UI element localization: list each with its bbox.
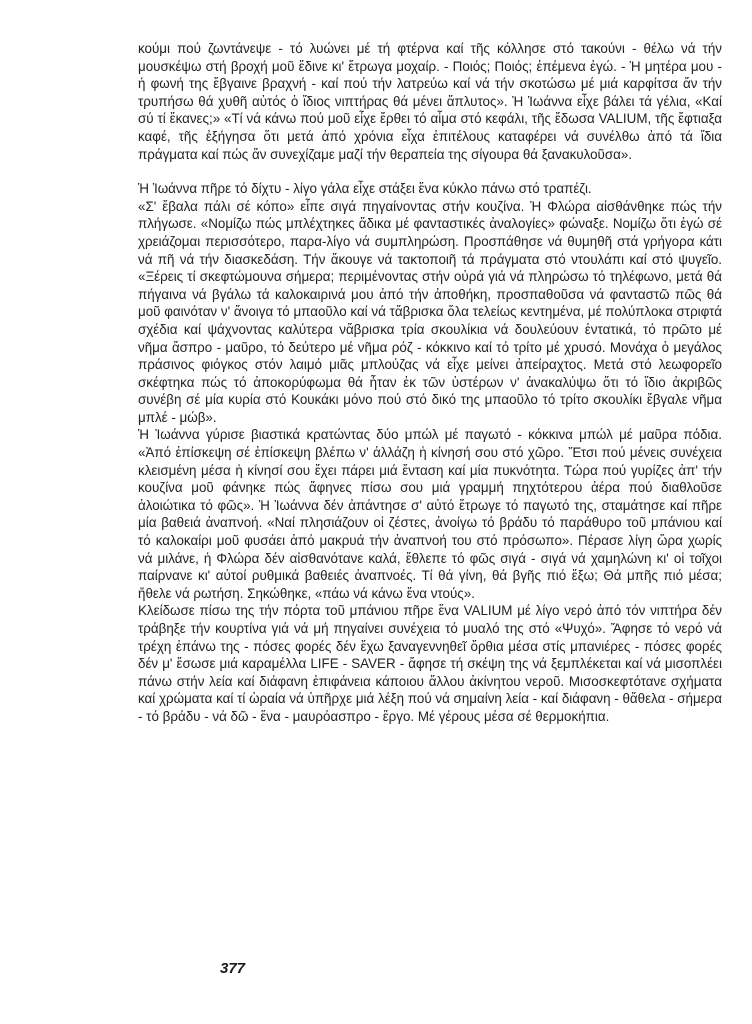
body-text: [138, 40, 722, 726]
paragraph: Κλείδωσε πίσω της τήν πόρτα τοῦ μπάνιου πῆρε ἕνα VALIUM μέ λίγο νερό ἀπό τόν νιπτήρα δέν τράβηξε τήν κουρτίνα γιά νά μή πηγαίνει συνέχεια τό μυαλό της στό «Ψυχό». Ἄφησε τό νερό νά τρέχη ἐπάνω της - πόσες φορές δέν ἔχω ξαναγεννηθεῖ ὄρθια μέσα στίς μπανιέρες - πόσες φορές δέν μ' ἔσωσε μιά καραμέλλα LIFE - SAVER - ἄφησε τή σκέψη της νά ξεμπλέκεται καί νά μισοπλέει πάνω στήν λεία καί διάφανη ἐπιφάνεια κάποιου ἄλλου ἀκίνητου νεροῦ. Μισοσκεφτότανε σχήματα καί χρώματα καί τί ὡραία νά ὑπῆρχε μιά λέξη πού νά σημαίνη λεία - καί διάφανη - θἄθελα - σήμερα - τό βράδυ - νά δῶ - ἕνα - μαυρόασπρο - ἔργο. Μέ γέρους μέσα σέ θερμοκήπια.: [138, 603, 722, 724]
paragraph: κούμι πού ζωντάνεψε - τό λυώνει μέ τή φτέρνα καί τῆς κόλλησε στό τακούνι - θέλω νά τήν μουσκέψω στή βροχή μοῦ ἔδινε κι' ἔτρωγα μοχαίρ. - Ποιός; Ποιός; ἐπέμενα ἐγώ. - Ἡ μητέρα μου - ἡ φωνή της ἔβγαινε βραχνή - καί πού τήν λατρεύω καί νά τήν σκοτώσω μέ μιά καρφίτσα ἄν τήν τρυπήσω θά χυθῆ αὐτός ὁ ἴδιος νιπτήρας θά μένει ἄπλυτος». Ἡ Ἰωάννα εἶχε βάλει τά γέλια, «Καί σύ τί ἔκανες;» «Τί νά κάνω πού μοῦ εἶχε ἔρθει τό αἷμα στό κεφάλι, τῆς ἔδωσα VALIUM, τῆς ἔφτιαξα καφέ, τῆς ἐξήγησα ὅτι μετά ἀπό χρόνια εἶχα ἐπιτέλους καταφέρει νά συνέλθω ἀπό τά ἴδια πράγματα καί πώς ἄν συνεχίζαμε μαζί τήν θεραπεία της σίγουρα θά ξανακυλοῦσα».: [138, 41, 722, 162]
paragraph-gap: [138, 163, 722, 180]
paragraph: Ἡ Ἰωάννα γύρισε βιαστικά κρατώντας δύο μπώλ μέ παγωτό - κόκκινα μπώλ μέ μαῦρα πόδια. «Ἀπό ἐπίσκεψη σέ ἐπίσκεψη βλέπω ν' ἀλλάζη ἡ κίνησή σου στό χῶρο. Ἔτσι πού μένεις συνέχεια κλεισμένη μέσα ἡ κίνησί σου ἔχει πάρει μιά ἔνταση καί μία πυκνότητα. Τώρα πού γυρίζες ἀπ' τήν κουζίνα μοῦ φάνηκε πώς ἄφηνες πίσω σου μιά γραμμή πηχτότερου ἀέρα πού διαθλοῦσε ἀλοιώτικα τό φῶς». Ἡ Ἰωάννα δέν ἀπάντησε σ' αὐτό ἔτρωγε τό παγωτό της, σταμάτησε καί πῆρε μία βαθειά ἀναπνοή. «Ναί πλησιάζουν οἱ ζέστες, ἀνοίγω τό βράδυ τό παράθυρο τοῦ μπάνιου καί τό καλοκαίρι μοῦ φυσάει ἀπό μακρυά τήν ἀναπνοή του στό πρόσωπο». Πέρασε λίγη ὥρα χωρίς νά μιλάνε, ἡ Φλώρα δέν αἰσθανότανε καλά, ἔθλεπε τό φῶς σιγά - σιγά νά χαμηλώνη κι' οἱ τοῖχοι παίρνανε κι' αὐτοί ρυθμικά βαθειές ἀναπνοές. Τί θά γίνη, θά βγῆς πιό ἔξω; Θά μπῆς πιό μέσα; ἤθελε νά ρωτήση. Σηκώθηκε, «πάω νά κάνω ἕνα ντούς».: [138, 427, 722, 601]
page-number: 377: [220, 960, 246, 977]
paragraph: Ἡ Ἰωάννα πῆρε τό δίχτυ - λίγο γάλα εἶχε στάξει ἕνα κύκλο πάνω στό τραπέζι.: [138, 181, 592, 197]
paragraph: «Σ' ἔβαλα πάλι σέ κόπο» εἶπε σιγά πηγαίνοντας στήν κουζίνα. Ἡ Φλώρα αἰσθάνθηκε πώς τήν πλήγωσε. «Νομίζω πώς μπλέχτηκες ἄδικα μέ φανταστικές ἀναλογίες» φώναξε. Νομίζω ὅτι ἐγώ σέ χρειάζομαι περισσότερο, παρα-λίγο νά συμπληρώση. Προσπάθησε νά θυμηθῆ στά γρήγορα κάτι νά πῆ νά τήν διασκεδάση. Τήν ἄκουγε νά τακτοποιῆ τά πράγματα στό ντουλάπι καί στό ψυγεῖο. «Ξέρεις τί σκεφτώμουνα σήμερα; περιμένοντας στήν οὐρά γιά νά πληρώσω τό τηλέφωνο, μετά θά πήγαινα νά βγάλω τά καλοκαιρινά μου ἀπό τήν ἀποθήκη, προσπαθοῦσα νά φανταστῶ πῶς θά μοῦ φαινόταν ν' ἄνοιγα τό μπαοῦλο καί νά τἄβρισκα ὅλα τελείως κεντημένα, μέ πολύπλοκα στριφτά σχέδια καί ψάχνοντας καλύτερα νἄβρισκα τρία σκουλίκια νά δουλεύουν ἐντατικά, τό πρῶτο μέ νῆμα ἄσπρο - μαῦρο, τό δεύτερο μέ νῆμα ρόζ - κόκκινο καί τό τρίτο μέ χρυσό. Μονάχα ὁ μεγάλος πράσινος φιόγκος στόν λαιμό μιᾶς μπλούζας νά εἶχε μείνει ἀπείραχτος. Μετά στό λεωφορεῖο σκέφτηκα πώς τό ἀποκορύφωμα θά ἦταν ἐκ τῶν ὑστέρων ν' ἀνακαλύψω ὅτι τό ἴδιο ἀκριβῶς συνέβη σέ μία κυρία στό Κουκάκι μόνο πού στό δικό της μπαοῦλο τό τρίτο σκουλίκι ἔβγαλε νῆμα μπλέ - μώβ».: [138, 198, 722, 425]
